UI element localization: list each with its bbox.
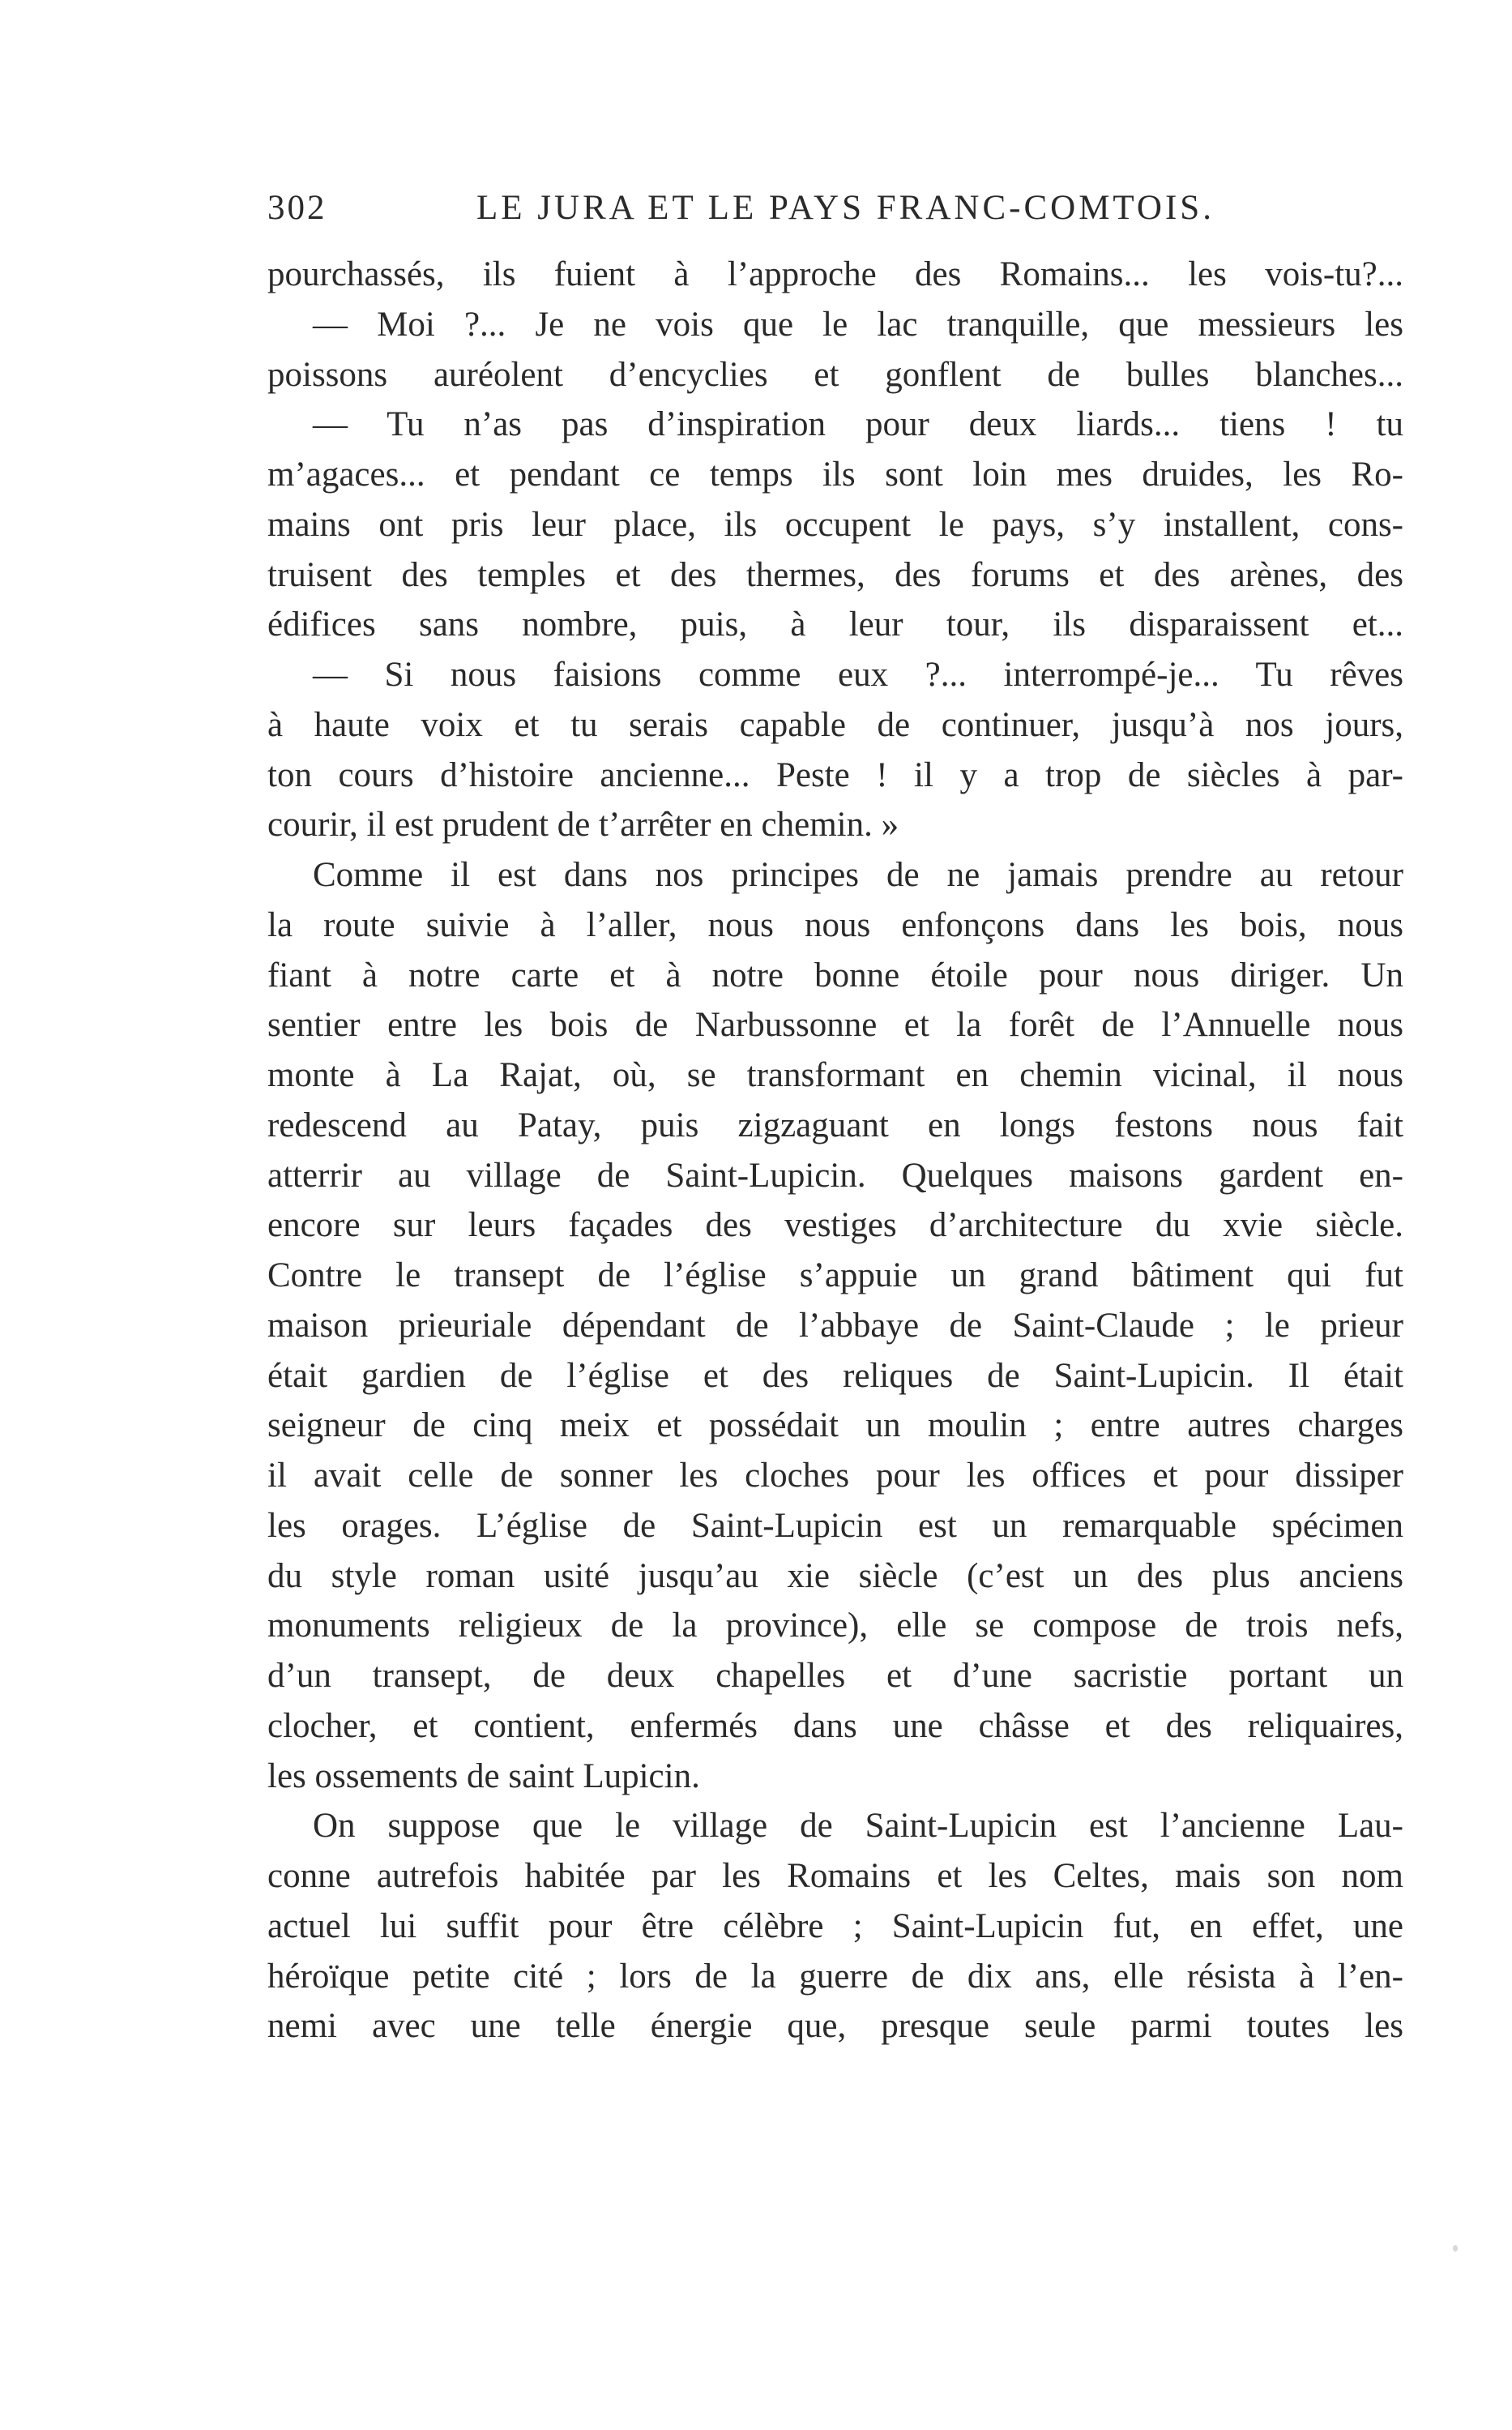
text-line: courir, il est prudent de t’arrêter en chemin. » <box>267 806 899 845</box>
text-line: du style roman usité jusqu’au xie siècle (c’est un des plus anciens <box>267 1556 1403 1595</box>
text-line: sentier entre les bois de Narbussonne et la forêt de l’Annuelle nous <box>267 1006 1403 1045</box>
text-line: ton cours d’histoire ancienne... Peste ! il y a trop de siècles à par- <box>267 755 1403 794</box>
text-line: Contre le transept de l’église s’appuie un grand bâtiment qui fut <box>267 1256 1403 1294</box>
text-line: seigneur de cinq meix et possédait un moulin ; entre autres charges <box>267 1406 1403 1445</box>
text-line: les ossements de saint Lupicin. <box>267 1756 700 1795</box>
paper-speck <box>1453 2245 1458 2252</box>
text-line: maison prieuriale dépendant de l’abbaye de Saint-Claude ; le prieur <box>267 1306 1403 1345</box>
text-line: à haute voix et tu serais capable de continuer, jusqu’à nos jours, <box>267 705 1403 744</box>
text-line: était gardien de l’église et des reliques de Saint-Lupicin. Il était <box>267 1356 1403 1395</box>
text-line: poissons auréolent d’encyclies et gonflent de bulles blanches... <box>267 355 1403 394</box>
text-line: Comme il est dans nos principes de ne jamais prendre au retour <box>313 856 1403 894</box>
page-number: 302 <box>267 189 327 227</box>
text-line: il avait celle de sonner les cloches pour les offices et pour dissiper <box>267 1457 1403 1495</box>
text-line: truisent des temples et des thermes, des forums et des arènes, des <box>267 555 1403 594</box>
text-line: redescend au Patay, puis zigzaguant en longs festons nous fait <box>267 1106 1403 1144</box>
text-line: d’un transept, de deux chapelles et d’une sacristie portant un <box>267 1657 1403 1695</box>
text-line: héroïque petite cité ; lors de la guerre de dix ans, elle résista à l’en- <box>267 1957 1403 1996</box>
text-line: mains ont pris leur place, ils occupent le pays, s’y installent, cons- <box>267 505 1403 544</box>
body-text <box>267 250 1403 2051</box>
text-line: actuel lui suffit pour être célèbre ; Saint-Lupicin fut, en effet, une <box>267 1906 1403 1945</box>
running-title: LE JURA ET LE PAYS FRANC-COMTOIS. <box>476 189 1215 227</box>
text-line: — Moi ?... Je ne vois que le lac tranquille, que messieurs les <box>313 305 1403 344</box>
text-line: — Si nous faisions comme eux ?... interrompé-je... Tu rêves <box>313 656 1403 694</box>
running-head <box>267 188 1402 237</box>
text-line: encore sur leurs façades des vestiges d’architecture du xvie siècle. <box>267 1206 1403 1245</box>
text-line: m’agaces... et pendant ce temps ils sont loin mes druides, les Ro- <box>267 456 1403 494</box>
text-line: édifices sans nombre, puis, à leur tour, ils disparaissent et... <box>267 605 1403 644</box>
text-line: atterrir au village de Saint-Lupicin. Quelques maisons gardent en- <box>267 1156 1403 1195</box>
text-line: fiant à notre carte et à notre bonne étoile pour nous diriger. Un <box>267 956 1403 995</box>
text-line: — Tu n’as pas d’inspiration pour deux liards... tiens ! tu <box>313 405 1403 444</box>
text-line: les orages. L’église de Saint-Lupicin est un remarquable spécimen <box>267 1506 1403 1545</box>
text-line: On suppose que le village de Saint-Lupicin est l’ancienne Lau- <box>313 1807 1403 1846</box>
text-line: nemi avec une telle énergie que, presque seule parmi toutes les <box>267 2007 1403 2046</box>
text-line: la route suivie à l’aller, nous nous enfonçons dans les bois, nous <box>267 905 1403 944</box>
text-line: pourchassés, ils fuient à l’approche des Romains... les vois-tu?... <box>267 255 1403 293</box>
text-line: clocher, et contient, enfermés dans une châsse et des reliquaires, <box>267 1706 1403 1745</box>
text-line: conne autrefois habitée par les Romains et les Celtes, mais son nom <box>267 1857 1403 1895</box>
text-line: monte à La Rajat, où, se transformant en chemin vicinal, il nous <box>267 1056 1403 1094</box>
text-line: monuments religieux de la province), elle se compose de trois nefs, <box>267 1606 1403 1645</box>
